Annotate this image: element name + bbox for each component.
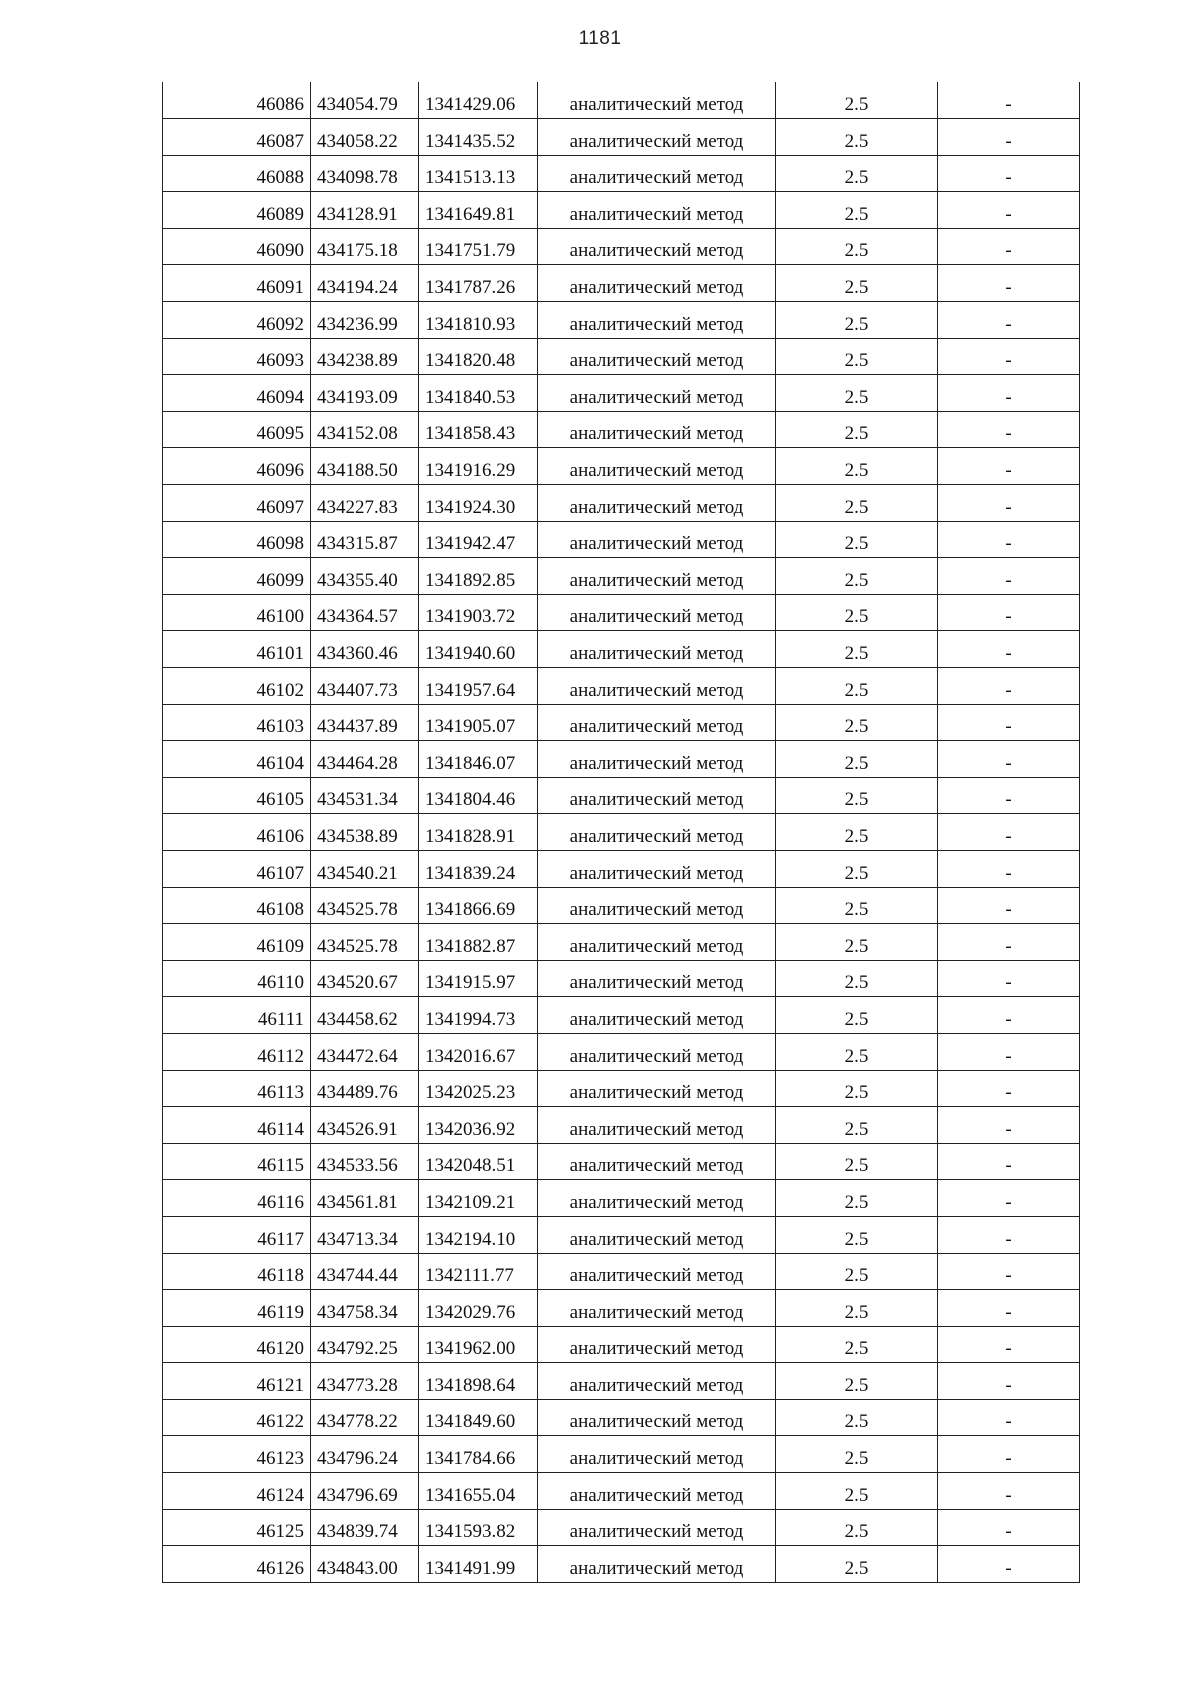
point-number-cell: 46107	[163, 850, 311, 887]
accuracy-cell: 2.5	[776, 448, 938, 485]
method-cell: аналитический метод	[538, 82, 776, 119]
table-row	[163, 1363, 1080, 1400]
table-row	[163, 411, 1080, 448]
y-coordinate-cell: 1341839.24	[419, 850, 538, 887]
method-cell: аналитический метод	[538, 338, 776, 375]
x-coordinate-cell: 434773.28	[311, 1363, 419, 1400]
note-cell: -	[938, 375, 1080, 412]
y-coordinate-cell: 1341916.29	[419, 448, 538, 485]
accuracy-cell: 2.5	[776, 887, 938, 924]
method-cell: аналитический метод	[538, 1473, 776, 1510]
point-number-cell: 46108	[163, 887, 311, 924]
table-row	[163, 1033, 1080, 1070]
point-number-cell: 46106	[163, 814, 311, 851]
point-number-cell: 46119	[163, 1290, 311, 1327]
note-cell: -	[938, 119, 1080, 156]
x-coordinate-cell: 434525.78	[311, 887, 419, 924]
coordinates-table	[162, 82, 1080, 1583]
x-coordinate-cell: 434236.99	[311, 302, 419, 339]
y-coordinate-cell: 1341849.60	[419, 1399, 538, 1436]
y-coordinate-cell: 1342194.10	[419, 1216, 538, 1253]
table-row	[163, 1253, 1080, 1290]
y-coordinate-cell: 1341429.06	[419, 82, 538, 119]
note-cell: -	[938, 228, 1080, 265]
method-cell: аналитический метод	[538, 1363, 776, 1400]
x-coordinate-cell: 434489.76	[311, 1070, 419, 1107]
accuracy-cell: 2.5	[776, 558, 938, 595]
note-cell: -	[938, 302, 1080, 339]
y-coordinate-cell: 1341649.81	[419, 192, 538, 229]
method-cell: аналитический метод	[538, 485, 776, 522]
x-coordinate-cell: 434128.91	[311, 192, 419, 229]
y-coordinate-cell: 1341593.82	[419, 1509, 538, 1546]
accuracy-cell: 2.5	[776, 1107, 938, 1144]
y-coordinate-cell: 1341513.13	[419, 155, 538, 192]
note-cell: -	[938, 631, 1080, 668]
x-coordinate-cell: 434238.89	[311, 338, 419, 375]
table-row	[163, 338, 1080, 375]
point-number-cell: 46100	[163, 594, 311, 631]
note-cell: -	[938, 1107, 1080, 1144]
method-cell: аналитический метод	[538, 228, 776, 265]
x-coordinate-cell: 434175.18	[311, 228, 419, 265]
y-coordinate-cell: 1342109.21	[419, 1180, 538, 1217]
table-row	[163, 777, 1080, 814]
method-cell: аналитический метод	[538, 1326, 776, 1363]
note-cell: -	[938, 485, 1080, 522]
y-coordinate-cell: 1341892.85	[419, 558, 538, 595]
point-number-cell: 46096	[163, 448, 311, 485]
table-row	[163, 1107, 1080, 1144]
method-cell: аналитический метод	[538, 1253, 776, 1290]
note-cell: -	[938, 558, 1080, 595]
method-cell: аналитический метод	[538, 1033, 776, 1070]
method-cell: аналитический метод	[538, 594, 776, 631]
x-coordinate-cell: 434531.34	[311, 777, 419, 814]
note-cell: -	[938, 1546, 1080, 1583]
accuracy-cell: 2.5	[776, 777, 938, 814]
x-coordinate-cell: 434098.78	[311, 155, 419, 192]
accuracy-cell: 2.5	[776, 924, 938, 961]
table-row	[163, 1180, 1080, 1217]
accuracy-cell: 2.5	[776, 1436, 938, 1473]
table-row	[163, 1509, 1080, 1546]
accuracy-cell: 2.5	[776, 1473, 938, 1510]
point-number-cell: 46103	[163, 704, 311, 741]
point-number-cell: 46124	[163, 1473, 311, 1510]
x-coordinate-cell: 434054.79	[311, 82, 419, 119]
method-cell: аналитический метод	[538, 704, 776, 741]
method-cell: аналитический метод	[538, 375, 776, 412]
accuracy-cell: 2.5	[776, 1033, 938, 1070]
table-row	[163, 485, 1080, 522]
accuracy-cell: 2.5	[776, 338, 938, 375]
point-number-cell: 46092	[163, 302, 311, 339]
note-cell: -	[938, 777, 1080, 814]
point-number-cell: 46097	[163, 485, 311, 522]
y-coordinate-cell: 1341942.47	[419, 521, 538, 558]
accuracy-cell: 2.5	[776, 1509, 938, 1546]
y-coordinate-cell: 1341924.30	[419, 485, 538, 522]
accuracy-cell: 2.5	[776, 1253, 938, 1290]
table-row	[163, 192, 1080, 229]
note-cell: -	[938, 924, 1080, 961]
note-cell: -	[938, 1363, 1080, 1400]
point-number-cell: 46125	[163, 1509, 311, 1546]
point-number-cell: 46089	[163, 192, 311, 229]
method-cell: аналитический метод	[538, 1290, 776, 1327]
point-number-cell: 46087	[163, 119, 311, 156]
note-cell: -	[938, 1399, 1080, 1436]
x-coordinate-cell: 434561.81	[311, 1180, 419, 1217]
point-number-cell: 46126	[163, 1546, 311, 1583]
point-number-cell: 46122	[163, 1399, 311, 1436]
table-row	[163, 594, 1080, 631]
accuracy-cell: 2.5	[776, 155, 938, 192]
x-coordinate-cell: 434364.57	[311, 594, 419, 631]
note-cell: -	[938, 1180, 1080, 1217]
table-row	[163, 558, 1080, 595]
table-row	[163, 375, 1080, 412]
x-coordinate-cell: 434540.21	[311, 850, 419, 887]
x-coordinate-cell: 434778.22	[311, 1399, 419, 1436]
note-cell: -	[938, 1143, 1080, 1180]
accuracy-cell: 2.5	[776, 1180, 938, 1217]
method-cell: аналитический метод	[538, 1216, 776, 1253]
accuracy-cell: 2.5	[776, 1290, 938, 1327]
note-cell: -	[938, 192, 1080, 229]
table-row	[163, 887, 1080, 924]
point-number-cell: 46099	[163, 558, 311, 595]
point-number-cell: 46101	[163, 631, 311, 668]
note-cell: -	[938, 1070, 1080, 1107]
table-row	[163, 1143, 1080, 1180]
accuracy-cell: 2.5	[776, 997, 938, 1034]
point-number-cell: 46102	[163, 668, 311, 705]
method-cell: аналитический метод	[538, 924, 776, 961]
method-cell: аналитический метод	[538, 192, 776, 229]
accuracy-cell: 2.5	[776, 119, 938, 156]
y-coordinate-cell: 1341957.64	[419, 668, 538, 705]
y-coordinate-cell: 1341903.72	[419, 594, 538, 631]
point-number-cell: 46116	[163, 1180, 311, 1217]
note-cell: -	[938, 1290, 1080, 1327]
x-coordinate-cell: 434437.89	[311, 704, 419, 741]
method-cell: аналитический метод	[538, 777, 776, 814]
x-coordinate-cell: 434538.89	[311, 814, 419, 851]
point-number-cell: 46111	[163, 997, 311, 1034]
y-coordinate-cell: 1342036.92	[419, 1107, 538, 1144]
point-number-cell: 46088	[163, 155, 311, 192]
table-row	[163, 631, 1080, 668]
point-number-cell: 46117	[163, 1216, 311, 1253]
note-cell: -	[938, 1436, 1080, 1473]
y-coordinate-cell: 1341846.07	[419, 741, 538, 778]
accuracy-cell: 2.5	[776, 411, 938, 448]
table-row	[163, 228, 1080, 265]
x-coordinate-cell: 434792.25	[311, 1326, 419, 1363]
y-coordinate-cell: 1342029.76	[419, 1290, 538, 1327]
x-coordinate-cell: 434758.34	[311, 1290, 419, 1327]
y-coordinate-cell: 1341840.53	[419, 375, 538, 412]
accuracy-cell: 2.5	[776, 1326, 938, 1363]
y-coordinate-cell: 1341940.60	[419, 631, 538, 668]
table-row	[163, 850, 1080, 887]
note-cell: -	[938, 1326, 1080, 1363]
method-cell: аналитический метод	[538, 411, 776, 448]
y-coordinate-cell: 1341882.87	[419, 924, 538, 961]
point-number-cell: 46120	[163, 1326, 311, 1363]
accuracy-cell: 2.5	[776, 1070, 938, 1107]
method-cell: аналитический метод	[538, 668, 776, 705]
note-cell: -	[938, 155, 1080, 192]
x-coordinate-cell: 434458.62	[311, 997, 419, 1034]
note-cell: -	[938, 594, 1080, 631]
y-coordinate-cell: 1341491.99	[419, 1546, 538, 1583]
x-coordinate-cell: 434355.40	[311, 558, 419, 595]
table-row	[163, 1399, 1080, 1436]
method-cell: аналитический метод	[538, 997, 776, 1034]
y-coordinate-cell: 1341915.97	[419, 960, 538, 997]
point-number-cell: 46118	[163, 1253, 311, 1290]
y-coordinate-cell: 1341810.93	[419, 302, 538, 339]
y-coordinate-cell: 1341858.43	[419, 411, 538, 448]
y-coordinate-cell: 1341905.07	[419, 704, 538, 741]
method-cell: аналитический метод	[538, 448, 776, 485]
point-number-cell: 46112	[163, 1033, 311, 1070]
table-row	[163, 265, 1080, 302]
x-coordinate-cell: 434360.46	[311, 631, 419, 668]
y-coordinate-cell: 1341962.00	[419, 1326, 538, 1363]
note-cell: -	[938, 521, 1080, 558]
note-cell: -	[938, 1216, 1080, 1253]
point-number-cell: 46114	[163, 1107, 311, 1144]
note-cell: -	[938, 1509, 1080, 1546]
note-cell: -	[938, 887, 1080, 924]
table-row	[163, 119, 1080, 156]
method-cell: аналитический метод	[538, 302, 776, 339]
table-row	[163, 155, 1080, 192]
table-row	[163, 1473, 1080, 1510]
x-coordinate-cell: 434472.64	[311, 1033, 419, 1070]
table-row	[163, 521, 1080, 558]
note-cell: -	[938, 1033, 1080, 1070]
accuracy-cell: 2.5	[776, 82, 938, 119]
method-cell: аналитический метод	[538, 1436, 776, 1473]
point-number-cell: 46095	[163, 411, 311, 448]
accuracy-cell: 2.5	[776, 960, 938, 997]
y-coordinate-cell: 1341828.91	[419, 814, 538, 851]
note-cell: -	[938, 338, 1080, 375]
table-row	[163, 1546, 1080, 1583]
y-coordinate-cell: 1341866.69	[419, 887, 538, 924]
accuracy-cell: 2.5	[776, 668, 938, 705]
y-coordinate-cell: 1341787.26	[419, 265, 538, 302]
table-row	[163, 1216, 1080, 1253]
method-cell: аналитический метод	[538, 119, 776, 156]
method-cell: аналитический метод	[538, 887, 776, 924]
page-number: 1181	[578, 28, 622, 49]
x-coordinate-cell: 434315.87	[311, 521, 419, 558]
x-coordinate-cell: 434520.67	[311, 960, 419, 997]
table-row	[163, 1070, 1080, 1107]
table-row	[163, 82, 1080, 119]
accuracy-cell: 2.5	[776, 521, 938, 558]
x-coordinate-cell: 434193.09	[311, 375, 419, 412]
point-number-cell: 46115	[163, 1143, 311, 1180]
method-cell: аналитический метод	[538, 850, 776, 887]
method-cell: аналитический метод	[538, 814, 776, 851]
note-cell: -	[938, 265, 1080, 302]
accuracy-cell: 2.5	[776, 375, 938, 412]
note-cell: -	[938, 82, 1080, 119]
accuracy-cell: 2.5	[776, 1399, 938, 1436]
accuracy-cell: 2.5	[776, 594, 938, 631]
point-number-cell: 46098	[163, 521, 311, 558]
x-coordinate-cell: 434194.24	[311, 265, 419, 302]
accuracy-cell: 2.5	[776, 631, 938, 668]
coordinates-table-body	[163, 82, 1080, 1582]
method-cell: аналитический метод	[538, 741, 776, 778]
method-cell: аналитический метод	[538, 558, 776, 595]
accuracy-cell: 2.5	[776, 1546, 938, 1583]
point-number-cell: 46086	[163, 82, 311, 119]
x-coordinate-cell: 434843.00	[311, 1546, 419, 1583]
accuracy-cell: 2.5	[776, 1216, 938, 1253]
point-number-cell: 46123	[163, 1436, 311, 1473]
x-coordinate-cell: 434058.22	[311, 119, 419, 156]
accuracy-cell: 2.5	[776, 741, 938, 778]
x-coordinate-cell: 434533.56	[311, 1143, 419, 1180]
method-cell: аналитический метод	[538, 1180, 776, 1217]
point-number-cell: 46109	[163, 924, 311, 961]
x-coordinate-cell: 434152.08	[311, 411, 419, 448]
point-number-cell: 46113	[163, 1070, 311, 1107]
table-row	[163, 704, 1080, 741]
accuracy-cell: 2.5	[776, 192, 938, 229]
y-coordinate-cell: 1341435.52	[419, 119, 538, 156]
table-row	[163, 1326, 1080, 1363]
y-coordinate-cell: 1342016.67	[419, 1033, 538, 1070]
note-cell: -	[938, 814, 1080, 851]
note-cell: -	[938, 997, 1080, 1034]
note-cell: -	[938, 1253, 1080, 1290]
method-cell: аналитический метод	[538, 521, 776, 558]
method-cell: аналитический метод	[538, 155, 776, 192]
accuracy-cell: 2.5	[776, 814, 938, 851]
note-cell: -	[938, 411, 1080, 448]
y-coordinate-cell: 1342111.77	[419, 1253, 538, 1290]
note-cell: -	[938, 850, 1080, 887]
x-coordinate-cell: 434744.44	[311, 1253, 419, 1290]
x-coordinate-cell: 434188.50	[311, 448, 419, 485]
table-row	[163, 448, 1080, 485]
point-number-cell: 46110	[163, 960, 311, 997]
table-row	[163, 814, 1080, 851]
accuracy-cell: 2.5	[776, 302, 938, 339]
table-row	[163, 668, 1080, 705]
method-cell: аналитический метод	[538, 1546, 776, 1583]
y-coordinate-cell: 1341820.48	[419, 338, 538, 375]
y-coordinate-cell: 1341655.04	[419, 1473, 538, 1510]
method-cell: аналитический метод	[538, 1107, 776, 1144]
note-cell: -	[938, 960, 1080, 997]
accuracy-cell: 2.5	[776, 850, 938, 887]
accuracy-cell: 2.5	[776, 265, 938, 302]
accuracy-cell: 2.5	[776, 485, 938, 522]
note-cell: -	[938, 741, 1080, 778]
x-coordinate-cell: 434227.83	[311, 485, 419, 522]
accuracy-cell: 2.5	[776, 1363, 938, 1400]
x-coordinate-cell: 434796.69	[311, 1473, 419, 1510]
y-coordinate-cell: 1341804.46	[419, 777, 538, 814]
accuracy-cell: 2.5	[776, 704, 938, 741]
table-row	[163, 924, 1080, 961]
point-number-cell: 46094	[163, 375, 311, 412]
method-cell: аналитический метод	[538, 1399, 776, 1436]
table-row	[163, 1290, 1080, 1327]
method-cell: аналитический метод	[538, 265, 776, 302]
method-cell: аналитический метод	[538, 1143, 776, 1180]
y-coordinate-cell: 1341751.79	[419, 228, 538, 265]
table-row	[163, 302, 1080, 339]
point-number-cell: 46105	[163, 777, 311, 814]
note-cell: -	[938, 448, 1080, 485]
method-cell: аналитический метод	[538, 1070, 776, 1107]
y-coordinate-cell: 1342048.51	[419, 1143, 538, 1180]
table-row	[163, 741, 1080, 778]
x-coordinate-cell: 434713.34	[311, 1216, 419, 1253]
x-coordinate-cell: 434526.91	[311, 1107, 419, 1144]
table-row	[163, 960, 1080, 997]
y-coordinate-cell: 1341898.64	[419, 1363, 538, 1400]
method-cell: аналитический метод	[538, 1509, 776, 1546]
method-cell: аналитический метод	[538, 631, 776, 668]
y-coordinate-cell: 1342025.23	[419, 1070, 538, 1107]
point-number-cell: 46090	[163, 228, 311, 265]
point-number-cell: 46091	[163, 265, 311, 302]
point-number-cell: 46093	[163, 338, 311, 375]
note-cell: -	[938, 668, 1080, 705]
x-coordinate-cell: 434525.78	[311, 924, 419, 961]
point-number-cell: 46121	[163, 1363, 311, 1400]
point-number-cell: 46104	[163, 741, 311, 778]
accuracy-cell: 2.5	[776, 228, 938, 265]
table-row	[163, 1436, 1080, 1473]
y-coordinate-cell: 1341784.66	[419, 1436, 538, 1473]
note-cell: -	[938, 1473, 1080, 1510]
table-row	[163, 997, 1080, 1034]
accuracy-cell: 2.5	[776, 1143, 938, 1180]
x-coordinate-cell: 434407.73	[311, 668, 419, 705]
x-coordinate-cell: 434796.24	[311, 1436, 419, 1473]
x-coordinate-cell: 434464.28	[311, 741, 419, 778]
method-cell: аналитический метод	[538, 960, 776, 997]
x-coordinate-cell: 434839.74	[311, 1509, 419, 1546]
note-cell: -	[938, 704, 1080, 741]
y-coordinate-cell: 1341994.73	[419, 997, 538, 1034]
